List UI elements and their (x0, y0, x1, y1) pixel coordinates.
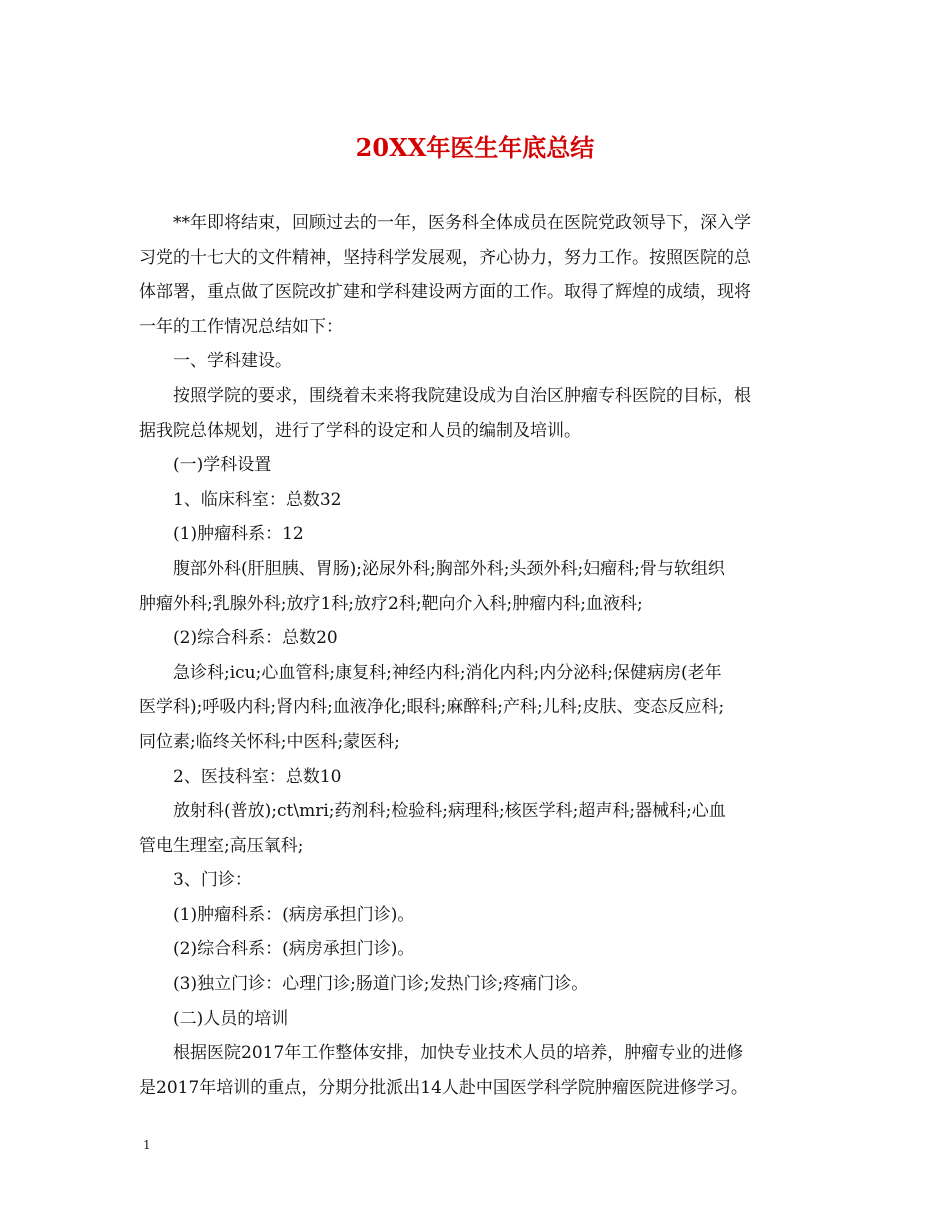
body-line: 肿瘤外科;乳腺外科;放疗1科;放疗2科;靶向介入科;肿瘤内科;血液科; (139, 593, 643, 614)
body-line: (2)综合科系：(病房承担门诊)。 (173, 939, 415, 960)
body-line: 一年的工作情况总结如下： (139, 316, 343, 337)
body-line: 3、门诊： (173, 870, 252, 891)
body-line: 2、医技科室：总数10 (173, 766, 342, 787)
body-line: 管电生理室;高压氧科; (139, 835, 304, 856)
body-line: 医学科);呼吸内科;肾内科;血液净化;眼科;麻醉科;产科;儿科;皮肤、变态反应科; (139, 697, 725, 718)
document-body (139, 206, 819, 1105)
body-line: 根据医院2017年工作整体安排，加快专业技术人员的培养，肿瘤专业的进修 (173, 1043, 744, 1064)
body-line: (二)人员的培训 (173, 1008, 289, 1029)
body-line: 体部署，重点做了医院改扩建和学科建设两方面的工作。取得了辉煌的成绩，现将 (139, 282, 751, 303)
body-line: 放射科(普放);ct\mri;药剂科;检验科;病理科;核医学科;超声科;器械科;心血 (173, 801, 726, 822)
body-line: (一)学科设置 (173, 455, 272, 476)
body-line: (2)综合科系：总数20 (173, 628, 338, 649)
body-line: 习党的十七大的文件精神，坚持科学发展观，齐心协力，努力工作。按照医院的总 (139, 247, 751, 268)
body-line: (3)独立门诊：心理门诊;肠道门诊;发热门诊;疼痛门诊。 (173, 974, 589, 995)
body-line: 按照学院的要求，围绕着未来将我院建设成为自治区肿瘤专科医院的目标，根 (173, 385, 751, 406)
body-line: 同位素;临终关怀科;中医科;蒙医科; (139, 731, 400, 752)
body-line: 据我院总体规划，进行了学科的设定和人员的编制及培训。 (139, 420, 581, 441)
document-title: 20XX年医生年底总结 (355, 133, 595, 162)
body-line: 1、临床科室：总数32 (173, 489, 342, 510)
body-line: 一、学科建设。 (173, 351, 292, 372)
body-line: (1)肿瘤科系：(病房承担门诊)。 (173, 904, 415, 925)
body-line: 腹部外科(肝胆胰、胃肠);泌尿外科;胸部外科;头颈外科;妇瘤科;骨与软组织 (173, 558, 725, 579)
body-line: (1)肿瘤科系：12 (173, 524, 304, 545)
body-line: **年即将结束，回顾过去的一年，医务科全体成员在医院党政领导下，深入学 (173, 213, 751, 233)
body-line: 急诊科;icu;心血管科;康复科;神经内科;消化内科;内分泌科;保健病房(老年 (173, 662, 722, 683)
page-number: 1 (143, 1138, 151, 1152)
body-line: 是2017年培训的重点，分期分批派出14人赴中国医学科学院肿瘤医院进修学习。 (139, 1077, 748, 1098)
